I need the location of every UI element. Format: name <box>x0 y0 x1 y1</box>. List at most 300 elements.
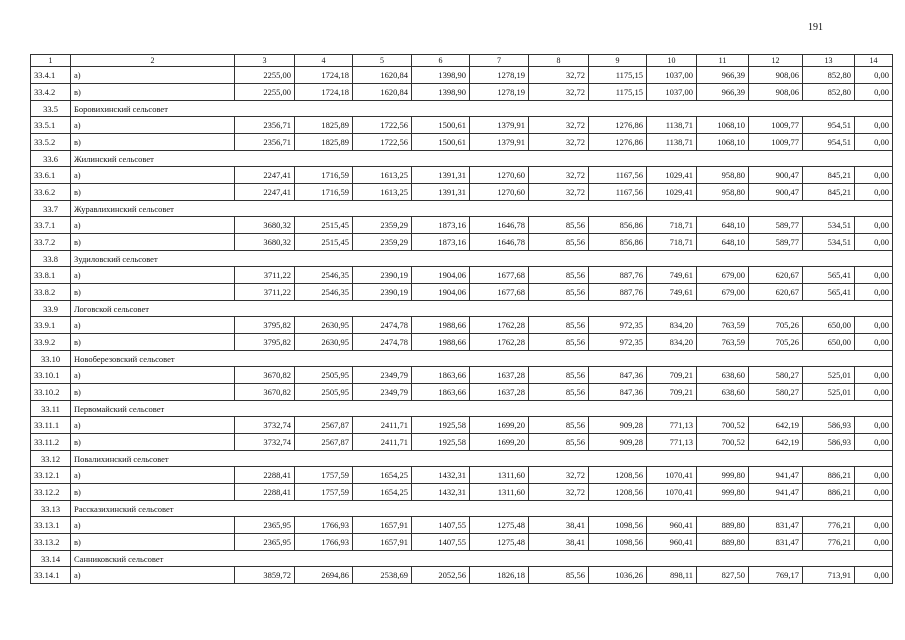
value-cell: 856,86 <box>589 217 647 234</box>
column-header: 14 <box>855 55 893 67</box>
section-row <box>31 101 893 117</box>
row-code: 33.6.2 <box>31 184 71 201</box>
value-cell: 1311,60 <box>470 484 529 501</box>
table-row <box>31 267 893 284</box>
column-header: 4 <box>295 55 353 67</box>
section-row <box>31 201 893 217</box>
value-cell: 0,00 <box>855 384 893 401</box>
row-variant: а) <box>71 467 235 484</box>
value-cell: 1036,26 <box>589 567 647 584</box>
value-cell: 0,00 <box>855 284 893 301</box>
row-code: 33.10.1 <box>31 367 71 384</box>
value-cell: 589,77 <box>749 217 803 234</box>
section-name: Жилинский сельсовет <box>71 151 893 167</box>
value-cell: 718,71 <box>647 217 697 234</box>
value-cell: 85,56 <box>529 367 589 384</box>
value-cell: 85,56 <box>529 234 589 251</box>
section-row <box>31 501 893 517</box>
value-cell: 1029,41 <box>647 184 697 201</box>
value-cell: 1398,90 <box>412 67 470 84</box>
value-cell: 0,00 <box>855 317 893 334</box>
value-cell: 852,80 <box>803 84 855 101</box>
value-cell: 525,01 <box>803 367 855 384</box>
value-cell: 887,76 <box>589 267 647 284</box>
section-name: Повалихинский сельсовет <box>71 451 893 467</box>
table-row <box>31 384 893 401</box>
table-row <box>31 84 893 101</box>
value-cell: 960,41 <box>647 534 697 551</box>
value-cell: 85,56 <box>529 417 589 434</box>
value-cell: 1762,28 <box>470 334 529 351</box>
value-cell: 700,52 <box>697 434 749 451</box>
value-cell: 1699,20 <box>470 417 529 434</box>
value-cell: 2546,35 <box>295 267 353 284</box>
value-cell: 831,47 <box>749 534 803 551</box>
table-row <box>31 284 893 301</box>
value-cell: 1925,58 <box>412 417 470 434</box>
value-cell: 0,00 <box>855 117 893 134</box>
value-cell: 1311,60 <box>470 467 529 484</box>
value-cell: 2538,69 <box>353 567 412 584</box>
value-cell: 642,19 <box>749 417 803 434</box>
value-cell: 1098,56 <box>589 517 647 534</box>
row-variant: в) <box>71 384 235 401</box>
section-name: Новоберезовский сельсовет <box>71 351 893 367</box>
row-code: 33.11.2 <box>31 434 71 451</box>
value-cell: 85,56 <box>529 284 589 301</box>
value-cell: 972,35 <box>589 334 647 351</box>
value-cell: 1068,10 <box>697 117 749 134</box>
value-cell: 3711,22 <box>235 267 295 284</box>
value-cell: 1070,41 <box>647 484 697 501</box>
value-cell: 958,80 <box>697 184 749 201</box>
value-cell: 2365,95 <box>235 534 295 551</box>
value-cell: 749,61 <box>647 267 697 284</box>
value-cell: 638,60 <box>697 367 749 384</box>
value-cell: 534,51 <box>803 217 855 234</box>
value-cell: 1098,56 <box>589 534 647 551</box>
value-cell: 898,11 <box>647 567 697 584</box>
column-header: 6 <box>412 55 470 67</box>
value-cell: 679,00 <box>697 284 749 301</box>
value-cell: 763,59 <box>697 334 749 351</box>
value-cell: 1037,00 <box>647 67 697 84</box>
value-cell: 3795,82 <box>235 334 295 351</box>
value-cell: 2694,86 <box>295 567 353 584</box>
value-cell: 908,06 <box>749 67 803 84</box>
value-cell: 1825,89 <box>295 134 353 151</box>
value-cell: 1009,77 <box>749 117 803 134</box>
row-code: 33.10.2 <box>31 384 71 401</box>
value-cell: 999,80 <box>697 484 749 501</box>
value-cell: 900,47 <box>749 167 803 184</box>
value-cell: 0,00 <box>855 484 893 501</box>
section-code: 33.14 <box>31 551 71 567</box>
row-variant: а) <box>71 167 235 184</box>
value-cell: 834,20 <box>647 334 697 351</box>
value-cell: 966,39 <box>697 67 749 84</box>
value-cell: 1657,91 <box>353 517 412 534</box>
value-cell: 32,72 <box>529 117 589 134</box>
value-cell: 709,21 <box>647 384 697 401</box>
table-row <box>31 467 893 484</box>
row-code: 33.9.1 <box>31 317 71 334</box>
section-name: Логовской сельсовет <box>71 301 893 317</box>
value-cell: 85,56 <box>529 334 589 351</box>
value-cell: 0,00 <box>855 167 893 184</box>
value-cell: 2349,79 <box>353 367 412 384</box>
row-variant: в) <box>71 234 235 251</box>
column-header: 11 <box>697 55 749 67</box>
row-variant: а) <box>71 567 235 584</box>
value-cell: 1138,71 <box>647 134 697 151</box>
value-cell: 2356,71 <box>235 117 295 134</box>
value-cell: 0,00 <box>855 534 893 551</box>
value-cell: 1654,25 <box>353 467 412 484</box>
value-cell: 1925,58 <box>412 434 470 451</box>
column-header: 12 <box>749 55 803 67</box>
table-row <box>31 517 893 534</box>
value-cell: 700,52 <box>697 417 749 434</box>
value-cell: 2255,00 <box>235 67 295 84</box>
table-row <box>31 334 893 351</box>
value-cell: 0,00 <box>855 184 893 201</box>
value-cell: 887,76 <box>589 284 647 301</box>
value-cell: 966,39 <box>697 84 749 101</box>
value-cell: 1677,68 <box>470 267 529 284</box>
value-cell: 32,72 <box>529 484 589 501</box>
value-cell: 525,01 <box>803 384 855 401</box>
table-row <box>31 217 893 234</box>
table-row <box>31 567 893 584</box>
value-cell: 827,50 <box>697 567 749 584</box>
value-cell: 85,56 <box>529 384 589 401</box>
row-variant: а) <box>71 117 235 134</box>
value-cell: 771,13 <box>647 434 697 451</box>
value-cell: 1722,56 <box>353 117 412 134</box>
value-cell: 565,41 <box>803 284 855 301</box>
value-cell: 847,36 <box>589 384 647 401</box>
value-cell: 1167,56 <box>589 184 647 201</box>
value-cell: 2390,19 <box>353 267 412 284</box>
value-cell: 650,00 <box>803 334 855 351</box>
value-cell: 1276,86 <box>589 134 647 151</box>
value-cell: 0,00 <box>855 67 893 84</box>
row-code: 33.13.2 <box>31 534 71 551</box>
value-cell: 900,47 <box>749 184 803 201</box>
value-cell: 954,51 <box>803 117 855 134</box>
value-cell: 1716,59 <box>295 167 353 184</box>
value-cell: 85,56 <box>529 317 589 334</box>
value-cell: 2567,87 <box>295 434 353 451</box>
value-cell: 1068,10 <box>697 134 749 151</box>
value-cell: 1873,16 <box>412 217 470 234</box>
value-cell: 2411,71 <box>353 434 412 451</box>
value-cell: 941,47 <box>749 467 803 484</box>
value-cell: 32,72 <box>529 167 589 184</box>
table-row <box>31 417 893 434</box>
value-cell: 1009,77 <box>749 134 803 151</box>
table-row <box>31 317 893 334</box>
row-variant: в) <box>71 284 235 301</box>
tariff-table <box>30 54 893 584</box>
value-cell: 1904,06 <box>412 284 470 301</box>
table-row <box>31 367 893 384</box>
row-code: 33.11.1 <box>31 417 71 434</box>
value-cell: 776,21 <box>803 534 855 551</box>
value-cell: 834,20 <box>647 317 697 334</box>
value-cell: 38,41 <box>529 534 589 551</box>
value-cell: 2515,45 <box>295 217 353 234</box>
value-cell: 1138,71 <box>647 117 697 134</box>
value-cell: 886,21 <box>803 467 855 484</box>
value-cell: 638,60 <box>697 384 749 401</box>
value-cell: 1766,93 <box>295 517 353 534</box>
section-code: 33.12 <box>31 451 71 467</box>
value-cell: 909,28 <box>589 417 647 434</box>
value-cell: 1677,68 <box>470 284 529 301</box>
value-cell: 954,51 <box>803 134 855 151</box>
column-header: 2 <box>71 55 235 67</box>
section-code: 33.6 <box>31 151 71 167</box>
value-cell: 2359,29 <box>353 234 412 251</box>
row-variant: в) <box>71 534 235 551</box>
value-cell: 1070,41 <box>647 467 697 484</box>
value-cell: 1275,48 <box>470 534 529 551</box>
table-row <box>31 67 893 84</box>
value-cell: 1208,56 <box>589 484 647 501</box>
value-cell: 960,41 <box>647 517 697 534</box>
row-variant: а) <box>71 267 235 284</box>
table-row <box>31 234 893 251</box>
value-cell: 847,36 <box>589 367 647 384</box>
value-cell: 648,10 <box>697 217 749 234</box>
page-number: 191 <box>808 22 823 33</box>
value-cell: 2474,78 <box>353 334 412 351</box>
section-row <box>31 151 893 167</box>
value-cell: 2247,41 <box>235 167 295 184</box>
value-cell: 2515,45 <box>295 234 353 251</box>
value-cell: 0,00 <box>855 267 893 284</box>
value-cell: 32,72 <box>529 67 589 84</box>
value-cell: 534,51 <box>803 234 855 251</box>
value-cell: 831,47 <box>749 517 803 534</box>
value-cell: 852,80 <box>803 67 855 84</box>
value-cell: 941,47 <box>749 484 803 501</box>
section-name: Боровихинский сельсовет <box>71 101 893 117</box>
value-cell: 2359,29 <box>353 217 412 234</box>
section-code: 33.8 <box>31 251 71 267</box>
value-cell: 85,56 <box>529 434 589 451</box>
value-cell: 586,93 <box>803 434 855 451</box>
value-cell: 771,13 <box>647 417 697 434</box>
table-body <box>31 67 893 584</box>
value-cell: 3795,82 <box>235 317 295 334</box>
value-cell: 1724,18 <box>295 67 353 84</box>
value-cell: 0,00 <box>855 367 893 384</box>
value-cell: 2349,79 <box>353 384 412 401</box>
row-variant: а) <box>71 417 235 434</box>
value-cell: 1637,28 <box>470 384 529 401</box>
value-cell: 2288,41 <box>235 467 295 484</box>
value-cell: 1863,66 <box>412 384 470 401</box>
table-row <box>31 184 893 201</box>
row-variant: в) <box>71 484 235 501</box>
value-cell: 1613,25 <box>353 184 412 201</box>
value-cell: 32,72 <box>529 84 589 101</box>
value-cell: 1379,91 <box>470 134 529 151</box>
section-name: Первомайский сельсовет <box>71 401 893 417</box>
value-cell: 1391,31 <box>412 184 470 201</box>
value-cell: 0,00 <box>855 567 893 584</box>
value-cell: 1398,90 <box>412 84 470 101</box>
value-cell: 1657,91 <box>353 534 412 551</box>
value-cell: 845,21 <box>803 184 855 201</box>
value-cell: 856,86 <box>589 234 647 251</box>
value-cell: 1407,55 <box>412 534 470 551</box>
value-cell: 909,28 <box>589 434 647 451</box>
value-cell: 1757,59 <box>295 467 353 484</box>
value-cell: 1167,56 <box>589 167 647 184</box>
value-cell: 1379,91 <box>470 117 529 134</box>
column-header: 7 <box>470 55 529 67</box>
value-cell: 1724,18 <box>295 84 353 101</box>
row-code: 33.14.1 <box>31 567 71 584</box>
column-header: 1 <box>31 55 71 67</box>
value-cell: 2474,78 <box>353 317 412 334</box>
value-cell: 1722,56 <box>353 134 412 151</box>
row-variant: а) <box>71 317 235 334</box>
row-variant: а) <box>71 67 235 84</box>
value-cell: 2411,71 <box>353 417 412 434</box>
section-name: Санниковский сельсовет <box>71 551 893 567</box>
value-cell: 3670,82 <box>235 384 295 401</box>
row-code: 33.6.1 <box>31 167 71 184</box>
value-cell: 776,21 <box>803 517 855 534</box>
value-cell: 1863,66 <box>412 367 470 384</box>
row-variant: а) <box>71 517 235 534</box>
row-variant: в) <box>71 434 235 451</box>
row-variant: в) <box>71 84 235 101</box>
table-row <box>31 484 893 501</box>
value-cell: 3680,32 <box>235 217 295 234</box>
value-cell: 3680,32 <box>235 234 295 251</box>
value-cell: 1432,31 <box>412 484 470 501</box>
value-cell: 642,19 <box>749 434 803 451</box>
value-cell: 0,00 <box>855 467 893 484</box>
value-cell: 650,00 <box>803 317 855 334</box>
value-cell: 1646,78 <box>470 234 529 251</box>
value-cell: 1988,66 <box>412 317 470 334</box>
value-cell: 2052,56 <box>412 567 470 584</box>
value-cell: 32,72 <box>529 134 589 151</box>
section-row <box>31 251 893 267</box>
value-cell: 1407,55 <box>412 517 470 534</box>
value-cell: 586,93 <box>803 417 855 434</box>
value-cell: 1620,84 <box>353 67 412 84</box>
row-code: 33.7.2 <box>31 234 71 251</box>
value-cell: 1500,61 <box>412 134 470 151</box>
section-code: 33.9 <box>31 301 71 317</box>
value-cell: 1825,89 <box>295 117 353 134</box>
value-cell: 1270,60 <box>470 184 529 201</box>
value-cell: 3670,82 <box>235 367 295 384</box>
value-cell: 2255,00 <box>235 84 295 101</box>
row-code: 33.13.1 <box>31 517 71 534</box>
value-cell: 1762,28 <box>470 317 529 334</box>
value-cell: 718,71 <box>647 234 697 251</box>
value-cell: 886,21 <box>803 484 855 501</box>
column-header: 13 <box>803 55 855 67</box>
value-cell: 589,77 <box>749 234 803 251</box>
column-header: 5 <box>353 55 412 67</box>
value-cell: 0,00 <box>855 234 893 251</box>
row-code: 33.4.2 <box>31 84 71 101</box>
section-row <box>31 551 893 567</box>
table-row <box>31 167 893 184</box>
value-cell: 580,27 <box>749 384 803 401</box>
value-cell: 1208,56 <box>589 467 647 484</box>
section-code: 33.7 <box>31 201 71 217</box>
value-cell: 1637,28 <box>470 367 529 384</box>
value-cell: 1620,84 <box>353 84 412 101</box>
row-variant: в) <box>71 134 235 151</box>
column-header: 9 <box>589 55 647 67</box>
row-code: 33.12.2 <box>31 484 71 501</box>
section-name: Зудиловский сельсовет <box>71 251 893 267</box>
value-cell: 32,72 <box>529 467 589 484</box>
column-header: 10 <box>647 55 697 67</box>
value-cell: 1766,93 <box>295 534 353 551</box>
value-cell: 1278,19 <box>470 84 529 101</box>
value-cell: 713,91 <box>803 567 855 584</box>
column-number-row <box>31 55 893 67</box>
section-row <box>31 401 893 417</box>
value-cell: 1276,86 <box>589 117 647 134</box>
value-cell: 1391,31 <box>412 167 470 184</box>
section-code: 33.5 <box>31 101 71 117</box>
value-cell: 709,21 <box>647 367 697 384</box>
value-cell: 0,00 <box>855 334 893 351</box>
section-row <box>31 351 893 367</box>
value-cell: 565,41 <box>803 267 855 284</box>
table-row <box>31 534 893 551</box>
column-header: 3 <box>235 55 295 67</box>
value-cell: 749,61 <box>647 284 697 301</box>
value-cell: 3711,22 <box>235 284 295 301</box>
value-cell: 972,35 <box>589 317 647 334</box>
value-cell: 1716,59 <box>295 184 353 201</box>
value-cell: 2567,87 <box>295 417 353 434</box>
value-cell: 1278,19 <box>470 67 529 84</box>
table-row <box>31 434 893 451</box>
table-row <box>31 134 893 151</box>
value-cell: 1500,61 <box>412 117 470 134</box>
row-variant: а) <box>71 217 235 234</box>
row-code: 33.12.1 <box>31 467 71 484</box>
row-code: 33.5.2 <box>31 134 71 151</box>
value-cell: 1037,00 <box>647 84 697 101</box>
value-cell: 958,80 <box>697 167 749 184</box>
value-cell: 889,80 <box>697 517 749 534</box>
section-name: Рассказихинский сельсовет <box>71 501 893 517</box>
value-cell: 1646,78 <box>470 217 529 234</box>
row-code: 33.5.1 <box>31 117 71 134</box>
value-cell: 0,00 <box>855 517 893 534</box>
value-cell: 38,41 <box>529 517 589 534</box>
row-code: 33.8.1 <box>31 267 71 284</box>
value-cell: 1432,31 <box>412 467 470 484</box>
